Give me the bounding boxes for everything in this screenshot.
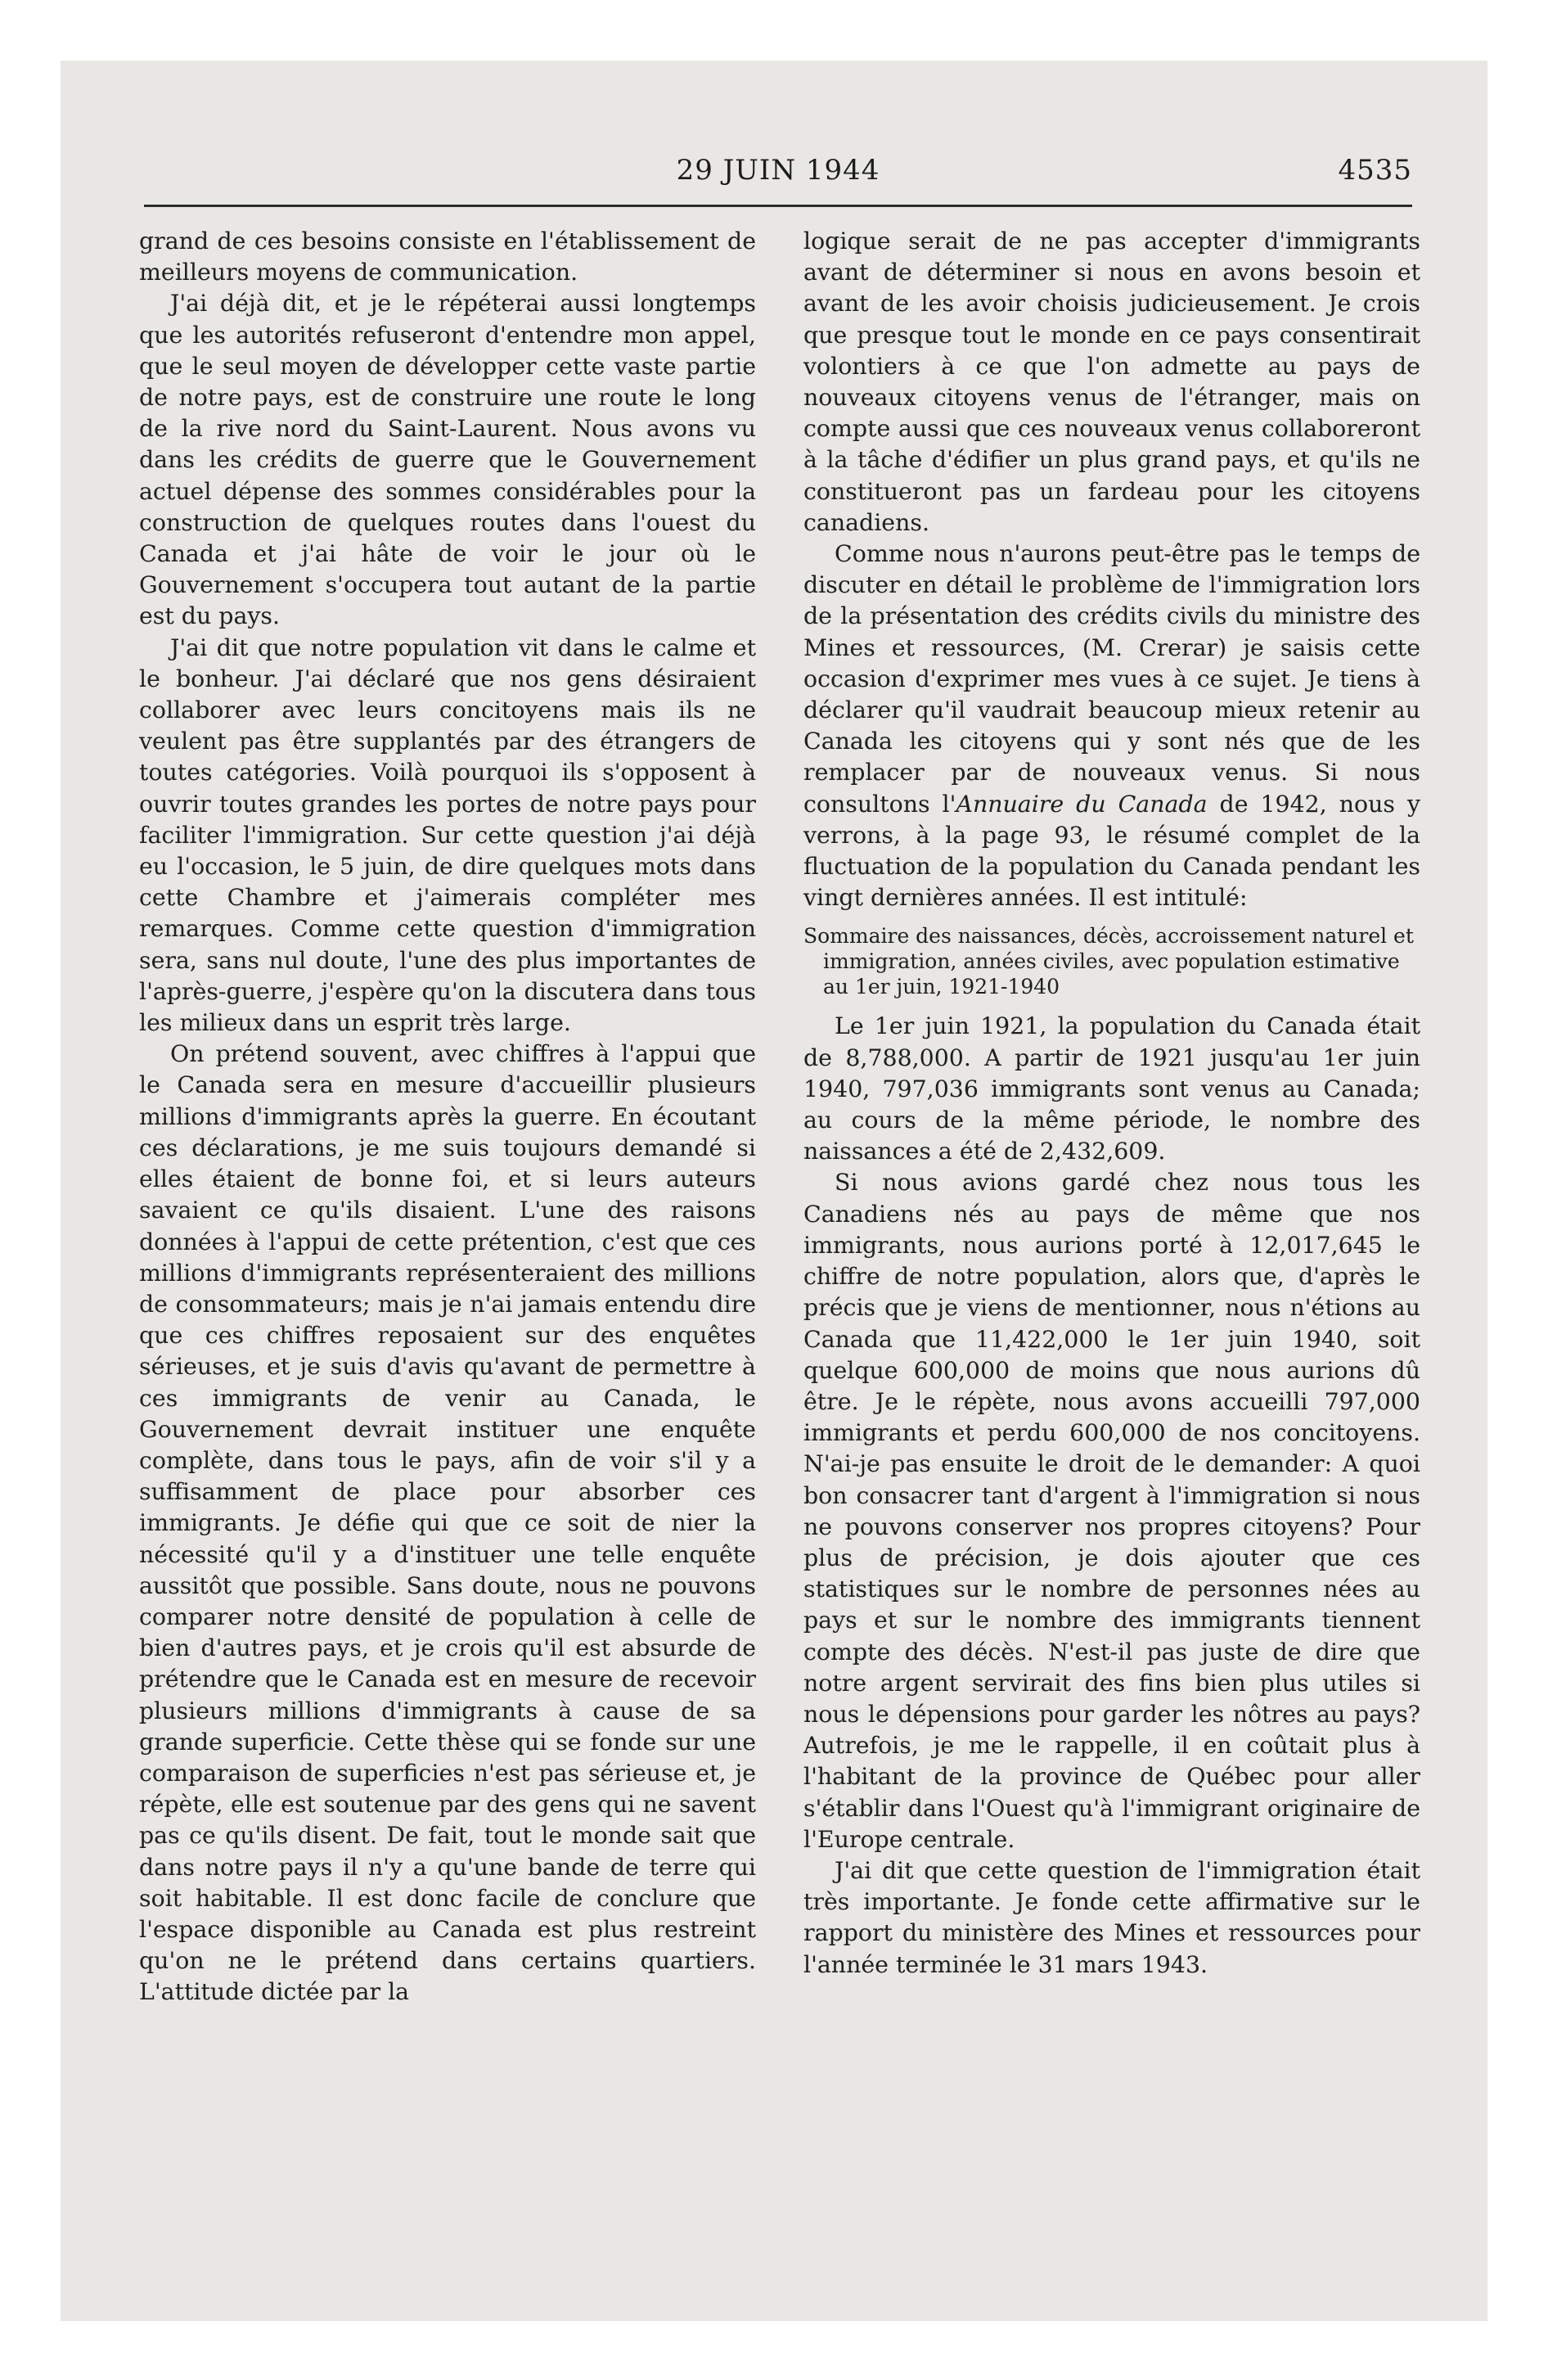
right-paragraph-4: Si nous avions gardé chez nous tous les Canadiens nés au pays de même que nos immigrants, nous aurions porté à 12,017,645 le chiffre de notre population, alors que, d'après le précis que je viens de mentionner, nous n'étions au Canada que 11,422,000 le 1er juin 1940, soit quelque 600,000 de moins que nous aurions dû être. Je le répète, nous avons accueilli 797,000 immigrants et perdu 600,000 de nos concitoyens. N'ai-je pas ensuite le droit de le demander: A quoi bon consacrer tant d'argent à l'immigration si nous ne pouvons conserver nos propres citoyens? Pour plus de précision, je dois ajouter que ces statistiques sur le nombre de personnes nées au pays et sur le nombre des immigrants tiennent compte des décès. N'est-il pas juste de dire que notre argent servirait des fins bien plus utiles si nous le dépensions pour garder les nôtres au pays? Autrefois, je me le rappelle, il en coûtait plus à l'habitant de la province de Québec pour aller s'établir dans l'Ouest qu'à l'immigrant originaire de l'Europe centrale. (803, 1169, 1420, 1853)
right-paragraph-2-start: Comme nous n'aurons peut-être pas le temps de discuter en détail le problème de l'immigration lors de la présentation des crédits civils du ministre des Mines et ressources, (M. Crerar) je saisis cette occasion d'exprimer mes vues à ce sujet. Je tiens à déclarer qu'il vaudrait beaucoup mieux retenir au Canada les citoyens qui y sont nés que de les remplacer par de nouveaux venus. Si nous consultons l' (803, 540, 1420, 818)
table-title: Sommaire des naissances, décès, accroissement naturel et immigration, années civiles, avec population estimative au 1er juin, 1921-1940 (803, 924, 1414, 999)
right-paragraph-2 (803, 539, 1420, 913)
left-paragraph-3: J'ai dit que notre population vit dans le calme et le bonheur. J'ai déclaré que nos gens désiraient collaborer avec leurs concitoyens mais ils ne veulent pas être supplantés par des étrangers de toutes catégories. Voilà pourquoi ils s'opposent à ouvrir toutes grandes les portes de notre pays pour faciliter l'immigration. Sur cette question j'ai déjà eu l'occasion, le 5 juin, de dire quelques mots dans cette Chambre et j'aimerais compléter mes remarques. Comme cette question d'immigration sera, sans nul doute, l'une des plus importantes de l'après-guerre, j'espère qu'on la discutera dans tous les milieux dans un esprit très large. (139, 633, 756, 1037)
right-paragraph-5: J'ai dit que cette question de l'immigration était très importante. Je fonde cette affirmative sur le rapport du ministère des Mines et ressources pour l'année terminée le 31 mars 1943. (803, 1856, 1420, 1978)
page-header (144, 154, 1412, 203)
header-date: 29 JUIN 1944 (676, 154, 880, 187)
left-paragraph-1: grand de ces besoins consiste en l'établissement de meilleurs moyens de communication. (139, 228, 756, 286)
right-paragraph-3: Le 1er juin 1921, la population du Canada était de 8,788,000. A partir de 1921 jusqu'au 1er juin 1940, 797,036 immigrants sont venus au Canada; au cours de la même période, le nombre des naissances a été de 2,432,609. (803, 1012, 1420, 1165)
header-rule (144, 205, 1412, 207)
right-column (803, 226, 1420, 1981)
left-paragraph-2: J'ai déjà dit, et je le répéterai aussi longtemps que les autorités refuseront d'entendre mon appel, que le seul moyen de développer cette vaste partie de notre pays, est de construire une route le long de la rive nord du Saint-Laurent. Nous avons vu dans les crédits de guerre que le Gouvernement actuel dépense des sommes considérables pour la construction de quelques routes dans l'ouest du Canada et j'ai hâte de voir le jour où le Gouvernement s'occupera tout autant de la partie est du pays. (139, 290, 756, 630)
page-number: 4535 (1338, 154, 1412, 187)
annuaire-title: Annuaire du Canada (956, 790, 1208, 818)
right-paragraph-1: logique serait de ne pas accepter d'immigrants avant de déterminer si nous en avons besoin et avant de les avoir choisis judicieusement. Je crois que presque tout le monde en ce pays consentirait volontiers à ce que l'on admette au pays de nouveaux citoyens venus de l'étranger, mais on compte aussi que ces nouveaux venus collaboreront à la tâche d'édifier un plus grand pays, et qu'ils ne constitueront pas un fardeau pour les citoyens canadiens. (803, 228, 1420, 536)
right-paragraph-2-end: de 1942, nous y verrons, à la page 93, le résumé complet de la fluctuation de la population du Canada pendant les vingt dernières années. Il est intitulé: (803, 790, 1420, 912)
left-column (139, 226, 756, 2008)
left-paragraph-4: On prétend souvent, avec chiffres à l'appui que le Canada sera en mesure d'accueillir plusieurs millions d'immigrants après la guerre. En écoutant ces déclarations, je me suis toujours demandé si elles étaient de bonne foi, et si leurs auteurs savaient ce qu'ils disaient. L'une des raisons données à l'appui de cette prétention, c'est que ces millions d'immigrants représenteraient des millions de consommateurs; mais je n'ai jamais entendu dire que ces chiffres reposaient sur des enquêtes sérieuses, et je suis d'avis qu'avant de permettre à ces immigrants de venir au Canada, le Gouvernement devrait instituer une enquête complète, dans tous le pays, afin de voir s'il y a suffisamment de place pour absorber ces immigrants. Je défie qui que ce soit de nier la nécessité qu'il y a d'instituer une telle enquête aussitôt que possible. Sans doute, nous ne pouvons comparer notre densité de population à celle de bien d'autres pays, et je crois qu'il est absurde de prétendre que le Canada est en mesure de recevoir plusieurs millions d'immigrants à cause de sa grande superficie. Cette thèse qui se fonde sur une comparaison de superficies n'est pas sérieuse et, je répète, elle est soutenue par des gens qui ne savent pas ce qu'ils disent. De fait, tout le monde sait que dans notre pays il n'y a qu'une bande de terre qui soit habitable. Il est donc facile de conclure que l'espace disponible au Canada est plus restreint qu'on ne le prétend dans certains quartiers. L'attitude dictée par la (139, 1040, 756, 2006)
